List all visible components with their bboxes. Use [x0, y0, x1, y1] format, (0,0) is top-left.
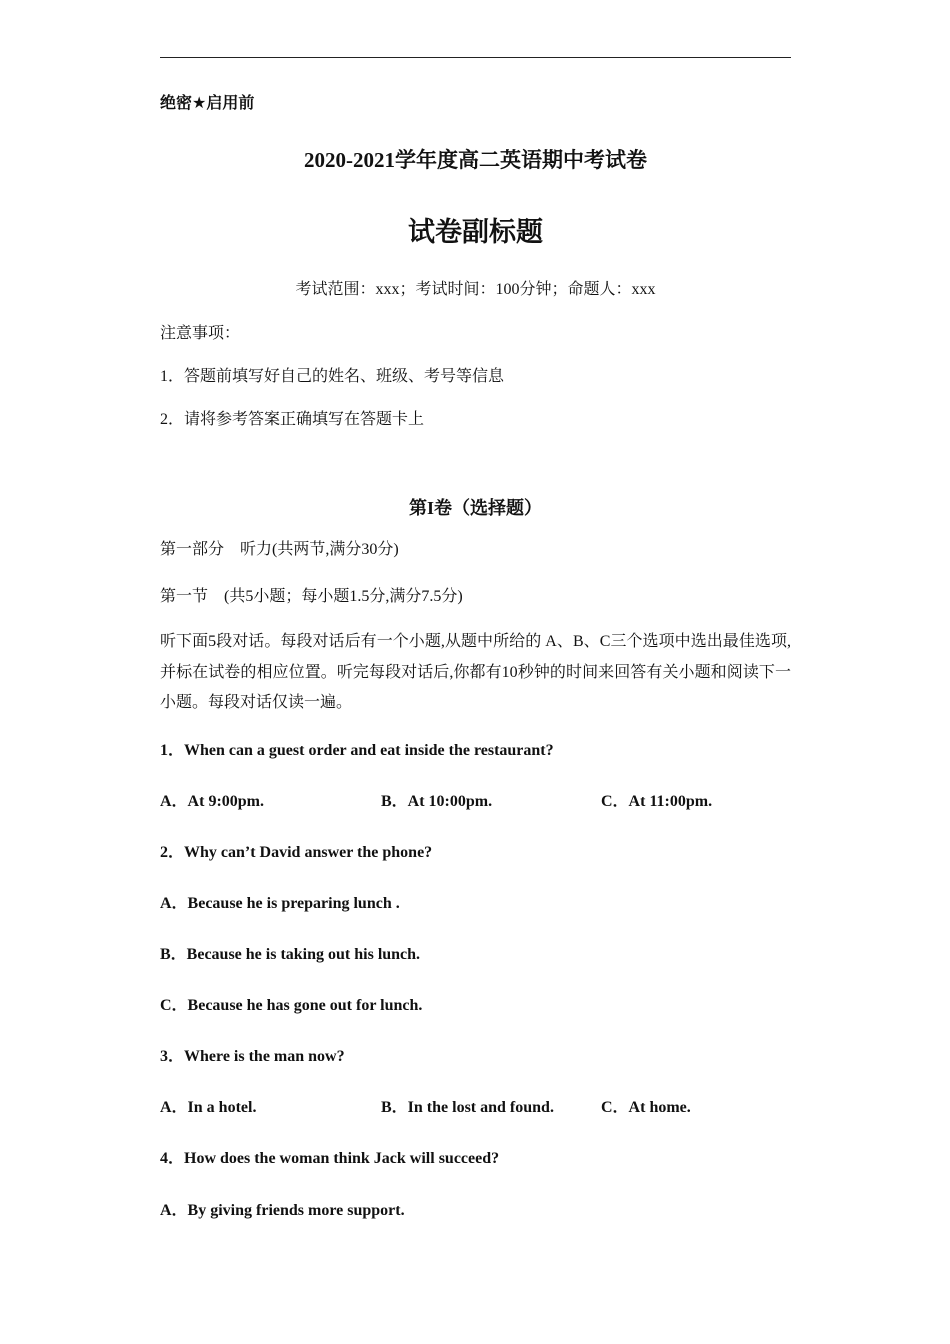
option-c: C．At 11:00pm.: [601, 793, 713, 810]
question-stem: 2．Why can’t David answer the phone?: [160, 844, 433, 861]
option-a: A．By giving friends more support.: [160, 1202, 405, 1219]
exam-subtitle: 试卷副标题: [408, 217, 543, 248]
option-b: B．Because he is taking out his lunch.: [160, 946, 421, 963]
question-stem: 4．How does the woman think Jack will succeed?: [160, 1150, 500, 1167]
notes-heading: 注意事项：: [160, 325, 241, 342]
option-a: A．At 9:00pm.: [160, 793, 264, 810]
option-a: A．Because he is preparing lunch .: [160, 895, 400, 912]
part-title: 第I卷（选择题）: [408, 498, 542, 518]
confidential-label: 绝密★启用前: [160, 93, 255, 112]
option-b: B．At 10:00pm.: [381, 793, 493, 810]
section-heading: 第一部分 听力(共两节,满分30分): [160, 541, 399, 558]
note-item: 2．请将参考答案正确填写在答题卡上: [160, 411, 425, 428]
option-a: A．In a hotel.: [160, 1099, 257, 1116]
exam-title: 2020-2021学年度高二英语期中考试卷: [304, 148, 647, 172]
exam-info: 考试范围：xxx；考试时间：100分钟；命题人：xxx: [295, 281, 656, 298]
subsection-heading: 第一节 (共5小题；每小题1.5分,满分7.5分): [160, 588, 463, 605]
option-c: C．At home.: [601, 1099, 691, 1116]
question-stem: 3．Where is the man now?: [160, 1048, 345, 1065]
note-item: 1．答题前填写好自己的姓名、班级、考号等信息: [160, 368, 505, 385]
listening-instructions: 听下面5段对话。每段对话后有一个小题,从题中所给的 A、B、C三个选项中选出最佳选项,并标在试卷的相应位置。听完每段对话后,你都有10秒钟的时间来回答有关小题和阅读下一小题。每段对话仅读一遍。: [160, 633, 791, 711]
header-rule: [160, 57, 791, 58]
option-c: C．Because he has gone out for lunch.: [160, 997, 423, 1014]
question-stem: 1．When can a guest order and eat inside the restaurant?: [160, 742, 554, 759]
exam-page: [160, 0, 791, 1344]
option-b: B．In the lost and found.: [381, 1099, 554, 1116]
